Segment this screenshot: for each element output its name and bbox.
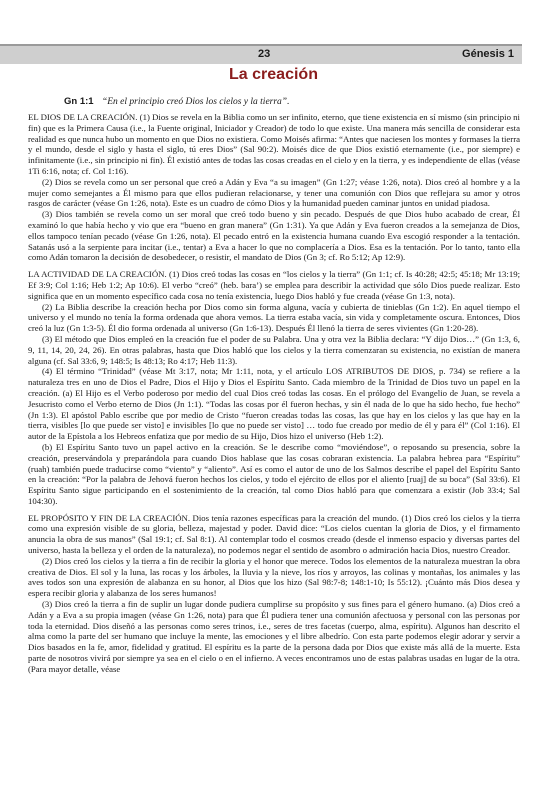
paragraph: (3) El método que Dios empleó en la creación fue el poder de su Palabra. Una y otra vez la Biblia declara: “Y dijo Dios…” (Gn 1:3, 6, 9, 11, 14, 20, 24, 26). En otras palabras, hasta que Dios habló que los cielos y la tierra comenzaran su existencia, no existían de manera alguna (cf. Sal 33:6, 9; 148:5; Is 48:13; Ro 4:17; Heb 11:3). (28, 333, 520, 366)
section-purpose-of-creation (28, 513, 520, 675)
section-god-of-creation (28, 112, 520, 263)
paragraph: (3) Dios creó la tierra a fin de suplir un lugar donde pudiera cumplirse su propósito y sus fines para el género humano. (a) Dios creó a Adán y a Eva a su propia imagen (véase Gn 1:26, nota) para que Él pudiera tener una comunión afectuosa y personal con las personas por toda la eternidad. Dios diseñó a las personas como seres trinos, i.e., seres de tres facetas (cuerpo, alma, espíritu). Algunos han descrito el alma como la parte del ser humano que incluye la mente, las emociones y el libre albedrío. Con esta parte podemos elegir adorar y servir a Dios basados en la fe, amor, fidelidad y gratitud. El espíritu es la parte de la persona dada por Dios que existe más allá de la muerte. Esta parte de nosotros vivirá por siempre ya sea en el cielo o en el infierno. A veces encontramos uno de estas palabras usadas en lugar de la otra. (Para mayor detalle, véase (28, 599, 520, 674)
paragraph: (4) El término “Trinidad” (véase Mt 3:17, nota; Mr 1:11, nota, y el artículo LOS ATRIBUTOS DE DIOS, p. 734) se refiere a la naturaleza tres en uno de Dios el Padre, Dios el Hijo y Dios el Espíritu Santo. Cada miembro de la Trinidad de Dios tuvo un papel en la creación. (a) El Hijo es el Verbo poderoso por medio del cual Dios creó todas las cosas. En el prólogo del Evangelio de Juan, se revela a Jesucristo como el Verbo eterno de Dios (Jn 1:1). “Todas las cosas por él fueron hechas, y sin él nada de lo que ha sido hecho, fue hecho” (Jn 1:3). El apóstol Pablo escribe que por medio de Cristo “fueron creadas todas las cosas, las que hay en los cielos y las que hay en la tierra, visibles [lo que puede ser visto] e invisibles [lo que no puede ser visto] … todo fue creado por medio de él y para él” (Col 1:16). El autor de la Epístola a los Hebreos enfatiza que por medio de su Hijo, Dios hizo el universo (Heb 1:2). (28, 366, 520, 442)
paragraph: (2) Dios se revela como un ser personal que creó a Adán y Eva “a su imagen” (Gn 1:27; véase 1:26, nota). Dios creó al hombre y a la mujer como semejantes a Él mismo para que ellos pudieran relacionarse, y tener una comunión con Dios que reflejara su amor y otros rasgos de carácter (véase Gn 1:26, nota). Este es un cuadro de cómo Dios y la humanidad pueden caminar juntos en unidad piadosa. (28, 176, 520, 209)
book-chapter-label: Génesis 1 (462, 48, 514, 60)
paragraph: (2) La Biblia describe la creación hecha por Dios como sin forma alguna, vacía y cubierta de tinieblas (Gn 1:2). En aquel tiempo el universo y el mundo no tenía la forma ordenada que ahora vemos. La tierra estaba vacía, sin vida y completamente oscura. Entonces, Dios creó la luz (Gn 1:3-5). Él dio forma ordenada al universo (Gn 1:6-13). Después Él llenó la tierra de seres vivientes (Gn 1:20-28). (28, 301, 520, 334)
article-title: La creación (229, 66, 318, 83)
paragraph: LA ACTIVIDAD DE LA CREACIÓN. (1) Dios creó todas las cosas en “los cielos y la tierra” (Gn 1:1; cf. Is 40:28; 42:5; 45:18; Mr 13:19; Ef 3:9; Col 1:16; Heb 1:2; Ap 10:6). El verbo “creó” (heb. bara’) se emplea para describir la actividad que sólo Dios puede realizar. Esto significa que en un momento específico cada cosa no tenía existencia, luego Dios habló y fue creada (véase Gn 1:3, nota). (28, 269, 520, 301)
paragraph: EL DIOS DE LA CREACIÓN. (1) Dios se revela en la Biblia como un ser infinito, eterno, que tiene existencia en sí mismo (sin principio ni fin) que es la Primera Causa (i.e., la Fuente original, Iniciador y Creador) de todo lo que existe. Una manera más sencilla de considerar esta realidad es que nunca hubo un momento en que Dios no existiera. Como Moisés afirma: “Antes que naciesen los montes y formases la tierra y el mundo, desde el siglo y hasta el siglo, tú eres Dios” (Sal 90:2). Moisés dice de que Dios existió eternamente (i.e., por siempre) e infinitamente (i.e., sin principio ni fin). Él existió antes de todas las cosas creadas en el cielo y en la tierra, y es independiente de ellas (véase 1Ti 6:16, nota; cf. Col 1:16). (28, 112, 521, 176)
page-number: 23 (258, 48, 271, 60)
article-body (28, 112, 520, 675)
paragraph: EL PROPÓSITO Y FIN DE LA CREACIÓN. Dios tenía razones específicas para la creación del mundo. (1) Dios creó los cielos y la tierra como una expresión visible de su gloria, belleza, majestad y poder. David dice: “Los cielos cuentan la gloria de Dios, y el firmamento anuncia la obra de sus manos” (Sal 19:1; cf. Sal 8:1). Al contemplar todo el cosmos creado (desde el inmenso espacio y diversas partes del universo, hasta la belleza y el orden de la naturaleza), no podemos negar el sentido de asombro o admiración hacia Dios, nuestro Creador. (28, 512, 520, 556)
verse-reference: Gn 1:1 (64, 96, 94, 107)
key-verse (64, 96, 289, 107)
paragraph: (2) Dios creó los cielos y la tierra a fin de recibir la gloria y el honor que merece. Todos los elementos de la naturaleza muestran la obra creativa de Dios. El sol y la luna, las rocas y los árboles, la lluvia y la nieve, los ríos y arroyos, las colinas y montañas, los animales y las aves todos son una expresión de alabanza en su honor, al Dios que los hizo (Sal 98:7-8; 148:1-10; Is 55:12). ¡Cuánto más Dios desea y espera recibir gloria y alabanza de los seres humanos! (28, 555, 520, 599)
running-header (0, 44, 522, 64)
section-activity-of-creation (28, 269, 520, 507)
verse-text: “En el principio creó Dios los cielos y la tierra”. (101, 97, 290, 107)
paragraph: (b) El Espíritu Santo tuvo un papel activo en la creación. Se le describe como “moviéndose”, o reposando su presencia, sobre la creación, preservándola y preparándola para cuando Dios hablase que las cosas cobraran existencia. La palabra hebrea para “Espíritu” (ruah) también puede traducirse como “viento” y “aliento”. Así es como el autor de uno de los Salmos describe el papel del Espíritu Santo en la creación: “Por la palabra de Jehová fueron hechos los cielos, y todo el ejército de ellos por el aliento [ruaj] de su boca” (Sal 33:6). El Espíritu Santo sigue participando en el sostenimiento de la creación, tal como Dios habló para que comenzara a existir (Job 33:4; Sal 104:30). (28, 441, 520, 506)
paragraph: (3) Dios también se revela como un ser moral que creó todo bueno y sin pecado. Después de que Dios hubo acabado de crear, Él examinó lo que había hecho y vio que era “bueno en gran manera” (Gn 1:31). Ya que Adán y Eva fueron creados a la semejanza de Dios, ellos tampoco tenían pecado (véase Gn 1:26, nota). El pecado entró en la existencia humana cuando Eva escogió responder a la tentación. Satanás usó a la serpiente para incitar (i.e., tentar) a Eva a hacer lo que no complacería a Dios. Esa es la tentación. Por lo tanto, tanto ella como Adán tomaron la decisión de desobedecer, o resistir, el mandato de Dios (Gn 3; cf. Ro 5:12; Ap 12:9). (28, 209, 520, 263)
